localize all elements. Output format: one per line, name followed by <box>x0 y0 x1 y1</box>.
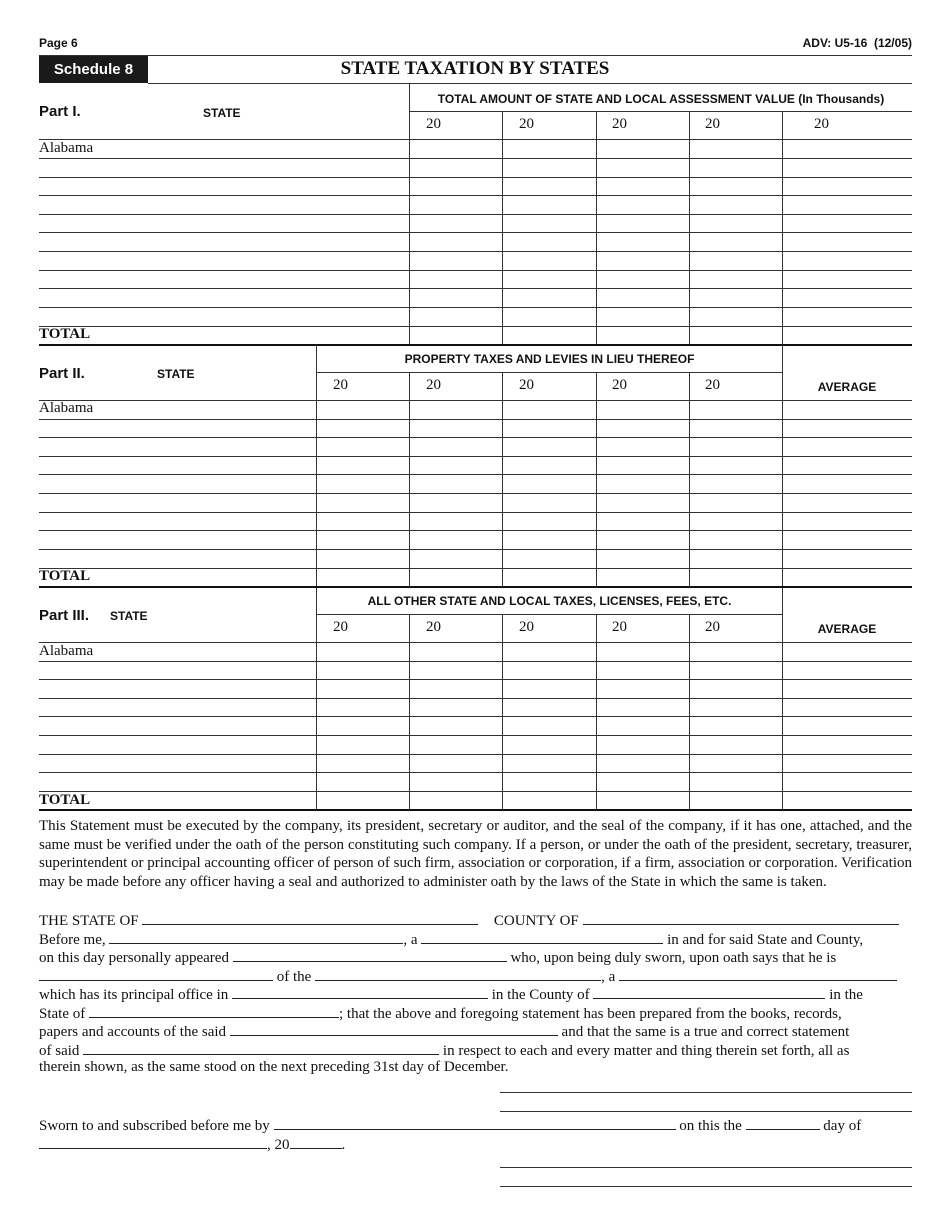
grid-line <box>39 549 912 550</box>
grid-line <box>39 698 912 699</box>
part3-bottom-rule <box>39 809 912 811</box>
part1-year: 20 <box>814 116 829 132</box>
sworn-by-field[interactable] <box>274 1115 676 1130</box>
grid-line <box>39 251 912 252</box>
principal-office-field[interactable] <box>232 984 488 999</box>
part3-state-header: STATE <box>110 609 148 623</box>
principal-office-label: which has its principal office in <box>39 987 229 1003</box>
header-rule <box>39 55 912 56</box>
of-the-label: of the <box>276 968 312 985</box>
grid-line <box>39 530 912 531</box>
day-field[interactable] <box>746 1115 820 1130</box>
part2-group-header: PROPERTY TAXES AND LEVIES IN LIEU THEREOF <box>404 352 695 366</box>
officer-name-field[interactable] <box>109 929 403 944</box>
grid-line <box>39 679 912 680</box>
part3-year: 20 <box>705 619 720 635</box>
office-state-field[interactable] <box>89 1003 339 1018</box>
part3-year: 20 <box>426 619 441 635</box>
on-this-the-label: on this the <box>679 1118 742 1134</box>
grid-line <box>39 214 912 215</box>
grid-line <box>596 112 597 345</box>
grid-line <box>782 112 783 345</box>
year-field[interactable] <box>290 1134 342 1149</box>
sworn-block <box>39 1115 912 1155</box>
grid-line <box>39 288 912 289</box>
part3-group-header: ALL OTHER STATE AND LOCAL TAXES, LICENSES, FEES, ETC. <box>367 594 732 608</box>
grid-line <box>39 158 912 159</box>
grid-line <box>502 373 503 587</box>
verification-block <box>39 910 912 1080</box>
in-the-label: in the <box>829 987 863 1003</box>
grid-line <box>316 346 317 587</box>
a-label: , a <box>403 931 418 948</box>
part2-year: 20 <box>705 377 720 393</box>
part2-header-rule <box>317 372 782 373</box>
part2-year: 20 <box>612 377 627 393</box>
part2-label: Part II. <box>39 365 85 382</box>
grid-line <box>689 615 690 810</box>
part1-year: 20 <box>519 116 534 132</box>
grid-line <box>502 615 503 810</box>
notary-title-line[interactable] <box>500 1186 912 1187</box>
part2-year: 20 <box>426 377 441 393</box>
therein-shown-label: therein shown, as the same stood on the next preceding 31st day of December. <box>39 1059 509 1075</box>
month-field[interactable] <box>39 1134 267 1149</box>
part1-first-state: Alabama <box>39 140 94 156</box>
grid-line <box>316 588 317 810</box>
grid-line <box>596 373 597 587</box>
affiant-position-field[interactable] <box>39 966 273 981</box>
grid-line <box>39 735 912 736</box>
part3-year: 20 <box>333 619 348 635</box>
office-county-field[interactable] <box>593 984 825 999</box>
grid-line <box>689 373 690 587</box>
part2-first-state: Alabama <box>39 400 94 416</box>
company-name-field[interactable] <box>315 966 601 981</box>
company-books-field[interactable] <box>230 1021 558 1036</box>
part3-total-label: TOTAL <box>39 792 91 808</box>
grid-line <box>39 437 912 438</box>
grid-line <box>782 588 783 810</box>
part2-year: 20 <box>519 377 534 393</box>
grid-line <box>596 615 597 810</box>
grid-line <box>39 270 912 271</box>
sworn-oath-label: who, upon being duly sworn, upon oath says that he is <box>510 950 837 966</box>
grid-line <box>502 112 503 345</box>
part1-header-rule <box>410 111 912 112</box>
grid-line <box>39 232 912 233</box>
grid-line <box>39 474 912 475</box>
part3-year: 20 <box>612 619 627 635</box>
page-title: STATE TAXATION BY STATES <box>340 58 610 79</box>
notary-signature-line[interactable] <box>500 1167 912 1168</box>
true-correct-label: and that the same is a true and correct statement <box>561 1024 850 1040</box>
affiant-name-field[interactable] <box>233 947 507 962</box>
grid-line <box>39 195 912 196</box>
grid-line <box>39 493 912 494</box>
appeared-label: on this day personally appeared <box>39 950 229 966</box>
title-rule <box>148 83 912 84</box>
county-of-field[interactable] <box>583 910 899 925</box>
company-said-field[interactable] <box>83 1040 439 1055</box>
grid-line <box>39 512 912 513</box>
grid-line <box>39 772 912 773</box>
before-me-label: Before me, <box>39 931 106 948</box>
part1-year: 20 <box>426 116 441 132</box>
part1-year: 20 <box>612 116 627 132</box>
part3-label: Part III. <box>39 607 90 624</box>
grid-line <box>39 419 912 420</box>
grid-line <box>39 661 912 662</box>
signature-title-line[interactable] <box>500 1111 912 1112</box>
company-type-field[interactable] <box>619 966 897 981</box>
grid-line <box>39 568 912 569</box>
grid-line <box>39 716 912 717</box>
in-and-for-label: in and for said State and County, <box>667 931 864 948</box>
state-of-field[interactable] <box>142 910 478 925</box>
officer-title-field[interactable] <box>421 929 663 944</box>
grid-line <box>39 456 912 457</box>
grid-line <box>39 754 912 755</box>
signature-line[interactable] <box>500 1092 912 1093</box>
part3-year: 20 <box>519 619 534 635</box>
part1-group-header: TOTAL AMOUNT OF STATE AND LOCAL ASSESSMENT VALUE (In Thousands) <box>437 92 885 106</box>
part2-average-header: AVERAGE <box>817 380 877 394</box>
foregoing-label: ; that the above and foregoing statement has been prepared from the books, records, <box>339 1005 842 1022</box>
part3-average-header: AVERAGE <box>817 622 877 636</box>
instructions-paragraph: This Statement must be executed by the company, its president, secretary or auditor, and the seal of the company, if it has one, attached, and the same must be verified under the oath of the person constituting such company. If a person, or under the oath of the president, secretary, treasurer, superintendent or principal accounting officer of person of such firm, association or corporation, if a firm, association or corporation. Verification may be made before any officer having a seal and authorized to administer oath by the laws of the State in which the same is taken. <box>39 818 912 890</box>
in-respect-label: in respect to each and every matter and thing therein set forth, all as <box>442 1042 850 1059</box>
state-of-label: THE STATE OF <box>39 913 139 929</box>
part2-year: 20 <box>333 377 348 393</box>
grid-line <box>39 139 912 140</box>
part3-header-rule <box>317 614 782 615</box>
grid-line <box>39 326 912 327</box>
part1-year: 20 <box>705 116 720 132</box>
grid-line <box>409 615 410 810</box>
grid-line <box>39 177 912 178</box>
grid-line <box>39 307 912 308</box>
part1-label: Part I. <box>39 103 81 120</box>
year-prefix: , 20 <box>267 1136 290 1153</box>
day-of-label: day of <box>823 1118 862 1134</box>
form-id: ADV: U5-16 (12/05) <box>802 36 912 50</box>
part2-total-label: TOTAL <box>39 568 91 584</box>
period: . <box>341 1136 346 1153</box>
part1-total-label: TOTAL <box>39 326 91 342</box>
part1-state-header: STATE <box>203 106 241 120</box>
grid-line <box>782 346 783 587</box>
state-label: State of <box>39 1005 86 1022</box>
grid-line <box>409 373 410 587</box>
grid-line <box>39 791 912 792</box>
a-label: , a <box>601 968 616 985</box>
grid-line <box>39 400 912 401</box>
grid-line <box>39 642 912 643</box>
schedule-tab: Schedule 8 <box>39 56 148 83</box>
grid-line <box>689 112 690 345</box>
page-number: Page 6 <box>39 36 78 50</box>
county-label: in the County of <box>491 987 590 1003</box>
part3-first-state: Alabama <box>39 643 94 659</box>
of-said-label: of said <box>39 1042 80 1059</box>
sworn-label: Sworn to and subscribed before me by <box>39 1118 270 1134</box>
papers-label: papers and accounts of the said <box>39 1024 227 1040</box>
part2-state-header: STATE <box>157 367 195 381</box>
county-of-label: COUNTY OF <box>493 913 579 929</box>
